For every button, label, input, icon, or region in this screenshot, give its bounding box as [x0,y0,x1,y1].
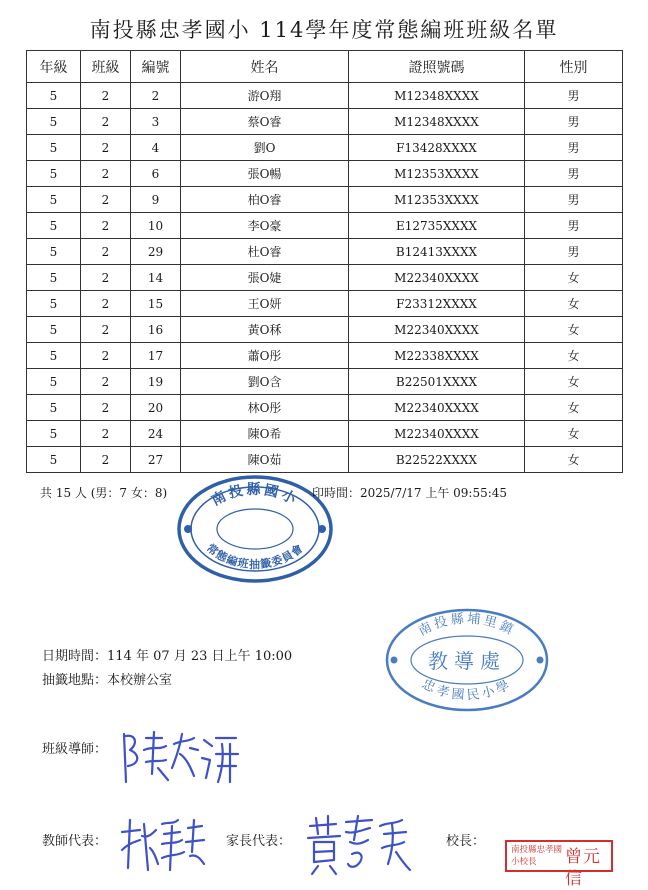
id-number-cell: M12353XXXX [349,187,525,213]
id-number-cell: E12735XXXX [349,213,525,239]
column-header: 編號 [131,51,181,83]
column-header: 班級 [81,51,131,83]
student-name-cell: 蕭O彤 [181,343,349,369]
table-body [27,83,623,473]
stamp-school-bottom-text: 常態編班抽籤委員會 [203,541,307,571]
grade-cell: 5 [27,187,81,213]
grade-cell: 5 [27,343,81,369]
id-number-cell: B22501XXXX [349,369,525,395]
student-name-cell: 林O彤 [181,395,349,421]
seat-number-cell: 20 [131,395,181,421]
stamp-office-center-text: 教導處 [428,649,506,673]
id-number-cell: B22522XXXX [349,447,525,473]
stamp-office-bottom-text: 忠孝國民小學 [419,676,515,704]
seat-number-cell: 3 [131,109,181,135]
class-cell: 2 [81,265,131,291]
table-row [27,239,623,265]
class-cell: 2 [81,135,131,161]
svg-text:忠孝國民小學 [419,676,515,703]
school-committee-stamp [176,474,334,584]
id-number-cell: M22340XXXX [349,395,525,421]
student-name-cell: 張O暢 [181,161,349,187]
gender-cell: 女 [525,447,623,473]
class-cell: 2 [81,395,131,421]
class-teacher-label: 班級導師： [42,742,108,757]
table-row [27,291,623,317]
id-number-cell: M22340XXXX [349,421,525,447]
seat-number-cell: 9 [131,187,181,213]
table-row [27,395,623,421]
class-cell: 2 [81,369,131,395]
document-title: 南投縣忠孝國小 114學年度常態編班班級名單 [89,18,559,42]
seat-number-cell: 6 [131,161,181,187]
student-name-cell: 李O豪 [181,213,349,239]
class-cell: 2 [81,447,131,473]
class-cell: 2 [81,83,131,109]
table-header-row [27,51,623,83]
student-name-cell: 劉O [181,135,349,161]
student-name-cell: 柏O睿 [181,187,349,213]
student-name-cell: 劉O含 [181,369,349,395]
id-number-cell: M12348XXXX [349,109,525,135]
column-header: 年級 [27,51,81,83]
seat-number-cell: 15 [131,291,181,317]
gender-cell: 男 [525,135,623,161]
gender-cell: 女 [525,369,623,395]
principal-seal-name: 曾元信 [565,847,601,889]
principal-label: 校長： [446,834,486,849]
table-row [27,343,623,369]
id-number-cell: M22340XXXX [349,265,525,291]
column-header: 性別 [525,51,623,83]
grade-cell: 5 [27,239,81,265]
class-cell: 2 [81,239,131,265]
class-cell: 2 [81,343,131,369]
seat-number-cell: 2 [131,83,181,109]
grade-cell: 5 [27,395,81,421]
class-cell: 2 [81,213,131,239]
parent-rep-signature [306,812,416,878]
class-cell: 2 [81,421,131,447]
student-name-cell: 陳O希 [181,421,349,447]
seat-number-cell: 27 [131,447,181,473]
grade-cell: 5 [27,447,81,473]
principal-seal [505,840,613,889]
gender-cell: 女 [525,343,623,369]
class-cell: 2 [81,109,131,135]
seat-number-cell: 10 [131,213,181,239]
id-number-cell: M12348XXXX [349,83,525,109]
svg-text:南投縣國小 [209,481,301,509]
column-header: 證照號碼 [349,51,525,83]
id-number-cell: M22340XXXX [349,317,525,343]
gender-cell: 男 [525,109,623,135]
table-row [27,421,623,447]
column-header: 姓名 [181,51,349,83]
gender-cell: 女 [525,421,623,447]
table-row [27,213,623,239]
gender-cell: 男 [525,161,623,187]
class-cell: 2 [81,291,131,317]
gender-cell: 男 [525,239,623,265]
seat-number-cell: 14 [131,265,181,291]
table-row [27,161,623,187]
grade-cell: 5 [27,291,81,317]
student-name-cell: 蔡O睿 [181,109,349,135]
svg-text:常態編班抽籤委員會 [204,541,306,571]
grade-cell: 5 [27,213,81,239]
grade-cell: 5 [27,161,81,187]
academic-affairs-stamp [384,607,550,713]
grade-cell: 5 [27,109,81,135]
grade-cell: 5 [27,83,81,109]
class-cell: 2 [81,317,131,343]
gender-cell: 女 [525,265,623,291]
id-number-cell: F13428XXXX [349,135,525,161]
seat-number-cell: 4 [131,135,181,161]
student-name-cell: 游O翔 [181,83,349,109]
gender-cell: 男 [525,83,623,109]
parent-rep-label: 家長代表： [226,834,292,849]
id-number-cell: M22338XXXX [349,343,525,369]
gender-cell: 女 [525,291,623,317]
teacher-rep-label: 教師代表： [42,834,108,849]
seat-number-cell: 29 [131,239,181,265]
class-roster-table [26,50,623,473]
seat-number-cell: 19 [131,369,181,395]
stamp-office-top-text: 南投縣埔里鎮 [416,611,518,640]
principal-seal-title: 南投縣忠孝國小校長 [511,845,563,867]
student-name-cell: 黃O秝 [181,317,349,343]
grade-cell: 5 [27,135,81,161]
gender-cell: 男 [525,187,623,213]
seat-number-cell: 24 [131,421,181,447]
gender-cell: 女 [525,317,623,343]
seat-number-cell: 17 [131,343,181,369]
gender-cell: 男 [525,213,623,239]
class-teacher-signature [118,724,243,788]
table-row [27,447,623,473]
grade-cell: 5 [27,369,81,395]
student-name-cell: 張O婕 [181,265,349,291]
table-row [27,369,623,395]
id-number-cell: M12353XXXX [349,161,525,187]
student-name-cell: 王O妍 [181,291,349,317]
teacher-rep-signature [118,812,206,874]
id-number-cell: F23312XXXX [349,291,525,317]
table-row [27,83,623,109]
print-time: 印時間：2025/7/17 上午 09:55:45 [312,486,508,500]
draw-date-time: 日期時間：114 年 07 月 23 日上午 10:00 [42,649,293,664]
seat-number-cell: 16 [131,317,181,343]
student-name-cell: 杜O睿 [181,239,349,265]
stamp-school-top-text: 南投縣國小 [209,482,301,510]
grade-cell: 5 [27,317,81,343]
grade-cell: 5 [27,265,81,291]
grade-cell: 5 [27,421,81,447]
class-cell: 2 [81,187,131,213]
student-count-summary: 共 15 人 (男：7 女：8) [40,486,168,500]
id-number-cell: B12413XXXX [349,239,525,265]
table-row [27,265,623,291]
table-row [27,109,623,135]
student-name-cell: 陳O茹 [181,447,349,473]
gender-cell: 女 [525,395,623,421]
table-row [27,187,623,213]
draw-location: 抽籤地點：本校辦公室 [42,673,173,688]
table-row [27,317,623,343]
table-row [27,135,623,161]
class-cell: 2 [81,161,131,187]
